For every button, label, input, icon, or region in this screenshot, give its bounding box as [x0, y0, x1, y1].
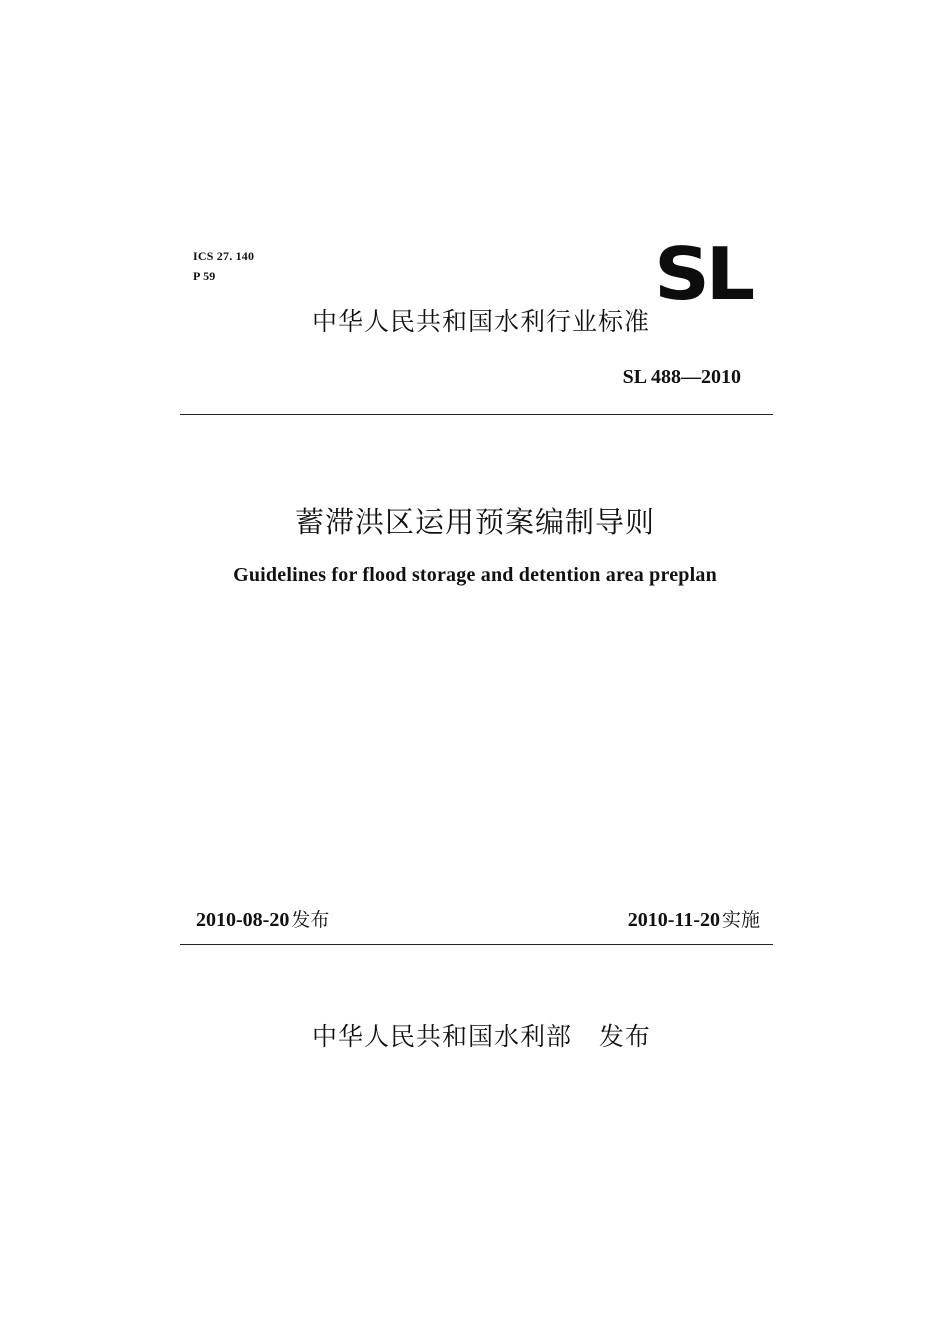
- ics-code: ICS 27. 140: [193, 249, 255, 263]
- bottom-divider: [180, 944, 773, 945]
- implement-date-block: [628, 906, 760, 934]
- title-english: Guidelines for flood storage and detention area preplan: [233, 564, 717, 586]
- issuer-name: 中华人民共和国水利部: [312, 1022, 573, 1051]
- classification-block: [193, 248, 254, 288]
- publish-label: 发布: [291, 909, 330, 931]
- issuer-line: [312, 1020, 651, 1054]
- implement-date: 2010-11-20: [627, 909, 720, 931]
- implement-label: 实施: [721, 909, 760, 931]
- publish-date: 2010-08-20: [196, 909, 290, 931]
- top-divider: [180, 414, 773, 415]
- title-chinese: 蓄滞洪区运用预案编制导则: [294, 505, 655, 539]
- sl-logo: SL: [654, 232, 751, 316]
- issuer-action: 发布: [598, 1022, 651, 1051]
- classification-code: P 59: [193, 269, 216, 283]
- standard-category: 中华人民共和国水利行业标准: [312, 307, 651, 336]
- publish-date-block: [196, 906, 329, 934]
- standard-number: SL 488—2010: [622, 366, 741, 388]
